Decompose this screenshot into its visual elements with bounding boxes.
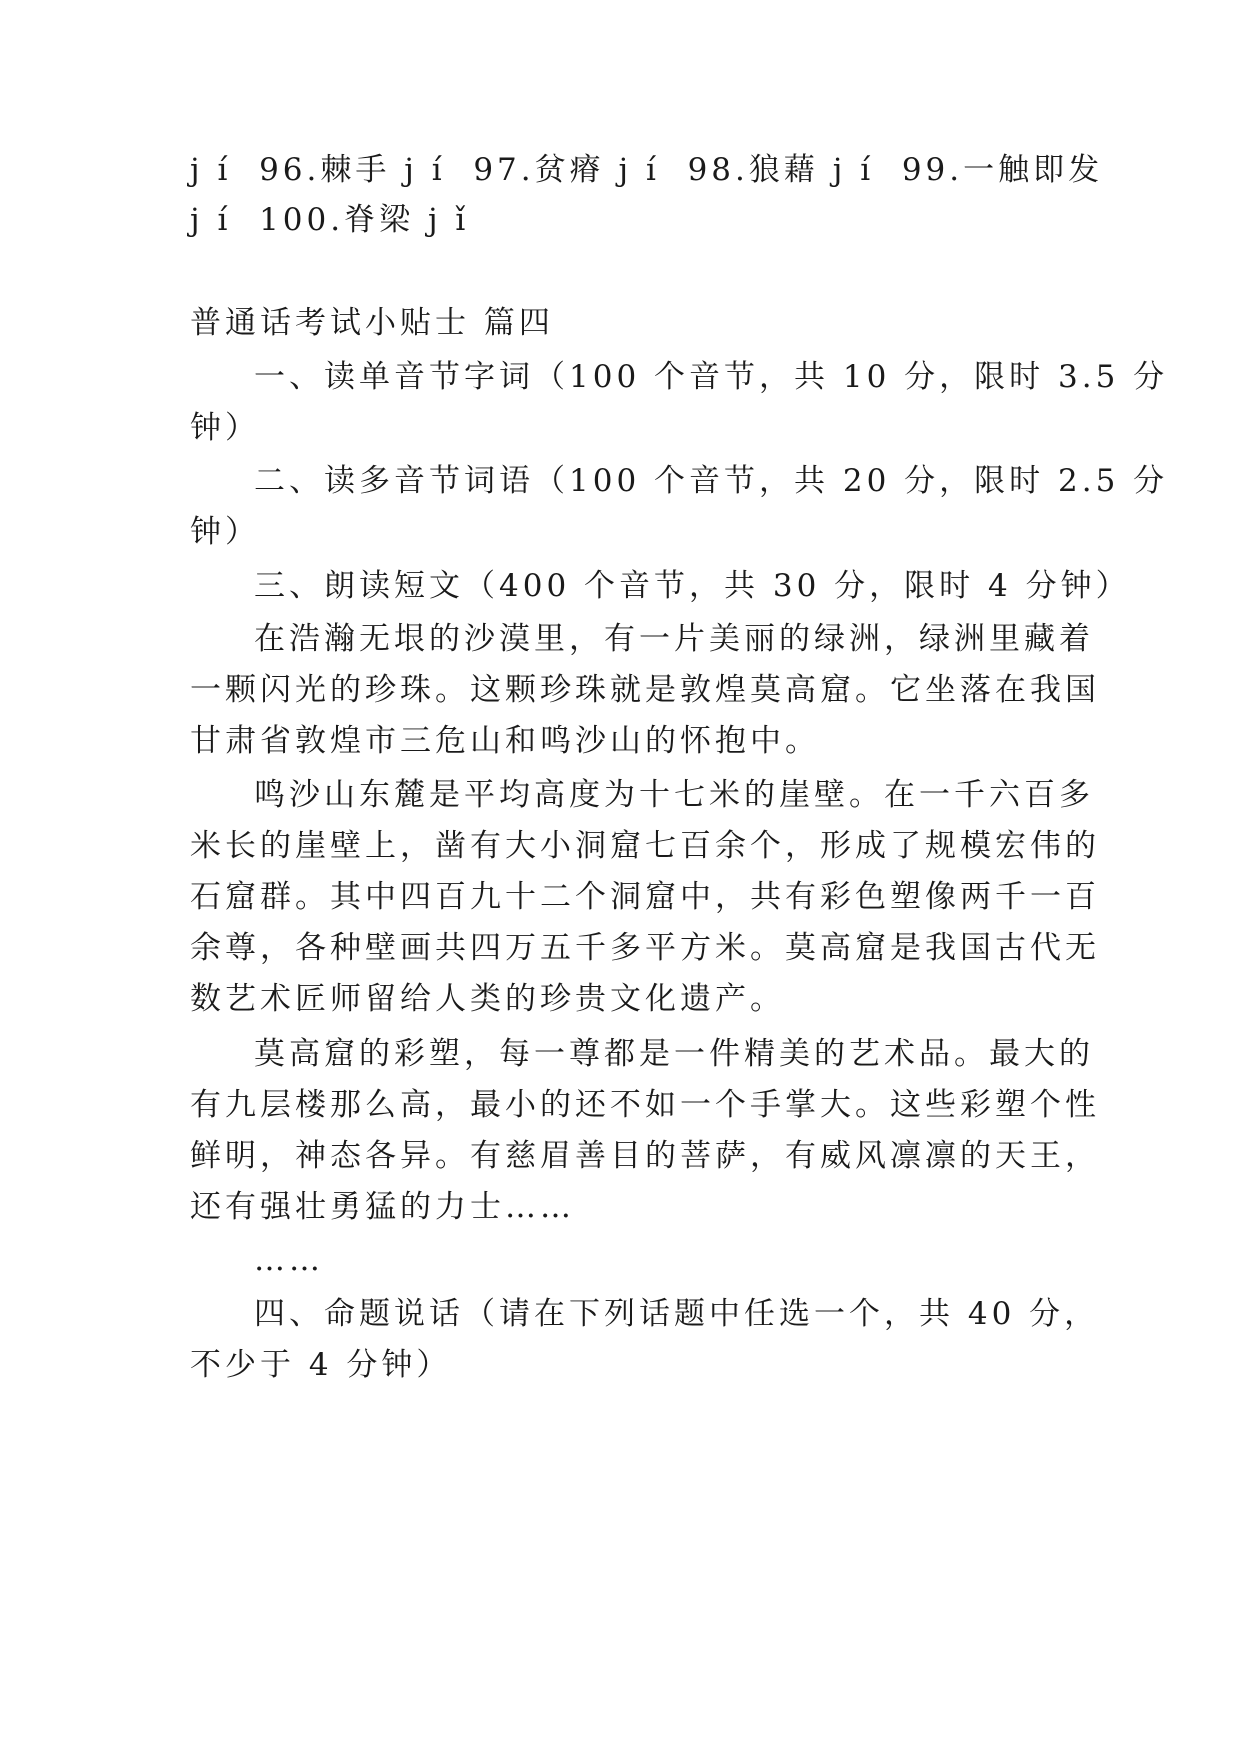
item-2-line-2: 钟） [190,514,260,550]
item-3-line: 三、朗读短文（400 个音节，共 30 分，限时 4 分钟） [254,568,1131,604]
ellipsis-line: …… [254,1242,324,1278]
item-4-line-2: 不少于 4 分钟） [190,1347,452,1383]
para-2-line-3: 石窟群。其中四百九十二个洞窟中，共有彩色塑像两千一百 [190,879,1100,915]
section-heading: 普通话考试小贴士 篇四 [190,305,554,341]
pinyin-line-1: j í 96.棘手 j í 97.贫瘠 j í 98.狼藉 j í 99.一触即发 [190,152,1104,188]
item-1-line-2: 钟） [190,410,260,446]
pinyin-line-2: j í 100.脊梁 j ǐ [190,202,470,238]
para-1-line-2: 一颗闪光的珍珠。这颗珍珠就是敦煌莫高窟。它坐落在我国 [190,672,1100,708]
item-1-line-1: 一、读单音节字词（100 个音节，共 10 分，限时 3.5 分 [254,359,1169,395]
para-2-line-2: 米长的崖壁上，凿有大小洞窟七百余个，形成了规模宏伟的 [190,828,1100,864]
para-3-line-3: 鲜明，神态各异。有慈眉善目的菩萨，有威风凛凛的天王， [190,1138,1100,1174]
para-1-line-1: 在浩瀚无垠的沙漠里，有一片美丽的绿洲，绿洲里藏着 [254,621,1094,657]
para-3-line-1: 莫高窟的彩塑，每一尊都是一件精美的艺术品。最大的 [254,1036,1094,1072]
para-3-line-2: 有九层楼那么高，最小的还不如一个手掌大。这些彩塑个性 [190,1087,1100,1123]
para-2-line-1: 鸣沙山东麓是平均高度为十七米的崖壁。在一千六百多 [254,777,1094,813]
para-3-line-4: 还有强壮勇猛的力士…… [190,1189,575,1225]
para-2-line-5: 数艺术匠师留给人类的珍贵文化遗产。 [190,981,785,1017]
item-4-line-1: 四、命题说话（请在下列话题中任选一个，共 40 分， [254,1296,1100,1332]
para-2-line-4: 余尊，各种壁画共四万五千多平方米。莫高窟是我国古代无 [190,930,1100,966]
para-1-line-3: 甘肃省敦煌市三危山和鸣沙山的怀抱中。 [190,723,820,759]
item-2-line-1: 二、读多音节词语（100 个音节，共 20 分，限时 2.5 分 [254,463,1169,499]
